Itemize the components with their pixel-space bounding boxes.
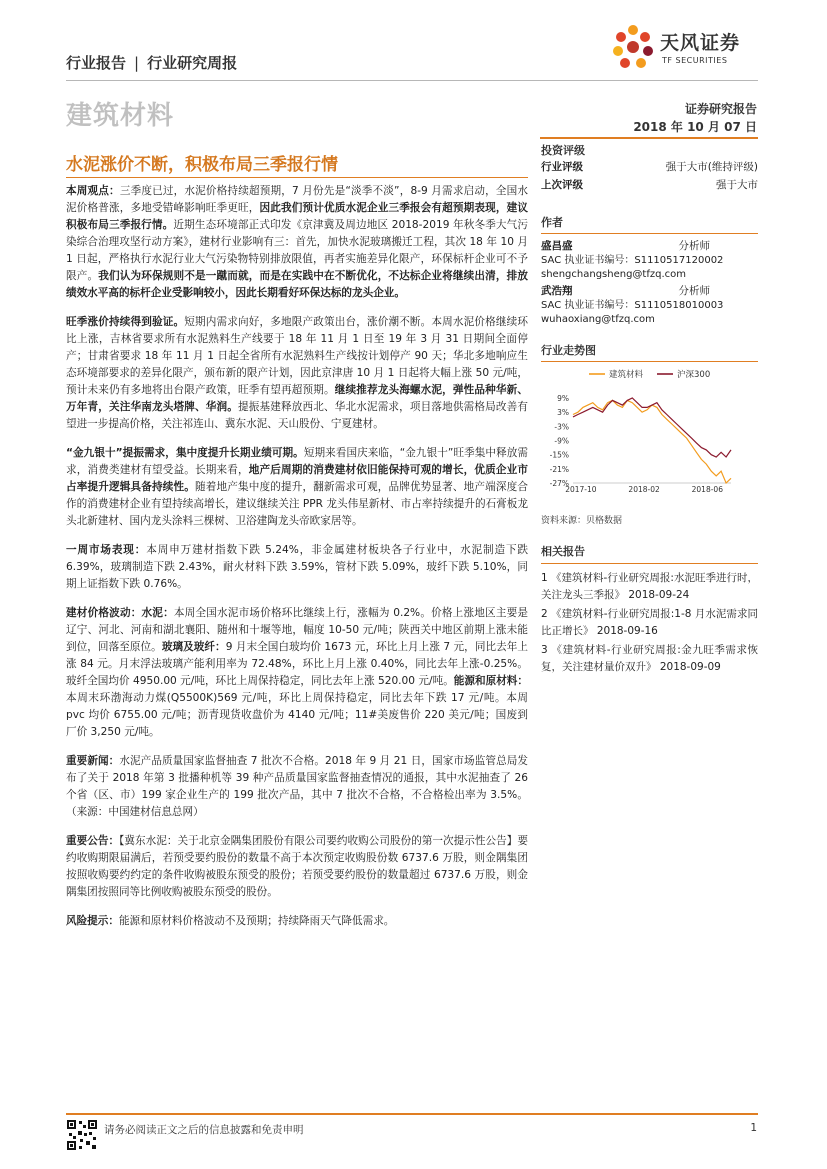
text: 9 月末全国白玻均价 1673 元，环比上月上涨 7 元，同比去年上涨 84 元。月末浮法玻璃产能利用率为 72.48%，环比上月上涨 0.40%，同比去年上涨-0.25%。玻纤全国均价 4950.00 元/吨，环比上周保持稳定，同比去年上涨 520.00 元/吨。 — [66, 641, 529, 687]
related-report-link[interactable]: 3 《建筑材料-行业研究周报:金九旺季需求恢复，关注建材量价双升》 2018-09-09 — [541, 644, 758, 673]
chart-legend — [589, 369, 710, 380]
text: 本周全国水泥市场价格环比继续上行，涨幅为 0.2%。价格上涨地区主要是辽宁、河北、河南和湖北襄阳、随州和十堰等地，幅度 10-50 元/吨；陕西关中地区前期上涨未能到位，回落至原位。 — [66, 607, 529, 653]
text: 本周末环渤海动力煤(Q5500K)569 元/吨，环比上周保持稳定，同比去年下跌 17 元/吨。本周 pvc 均价 6755.00 元/吨；沥青现货收盘价为 4140 元/吨；11#美废售价 220 美元/吨；国废到厂价 3,250 元/吨。 — [66, 692, 528, 738]
paragraph-market — [66, 542, 528, 593]
y-tick-label: -3% — [554, 422, 569, 432]
paragraph-price-rise — [66, 314, 528, 433]
prev-rating-row — [541, 176, 758, 194]
paragraph-demand — [66, 445, 528, 530]
chart-lines — [573, 398, 731, 483]
text: 水泥产品质量国家监督抽查 7 批次不合格。2018 年 9 月 21 日，国家市场监管总局发布了关于 2018 年第 3 批播种机等 39 种产品质量国家监督抽查情况的通报，其中水泥抽查了 26 个省（区、市）199 家企业生产的 199 批次产品，其中 7 批次不合格，不合格检出率为 3.5%。（来源：中国建材信息总网） — [66, 755, 528, 818]
author-name: 盛昌盛 — [541, 240, 573, 252]
label: 重要公告： — [66, 835, 120, 847]
author-entry — [541, 284, 758, 327]
rating-section-title: 投资评级 — [541, 144, 585, 157]
related-section-title: 相关报告 — [541, 545, 585, 558]
text: 近期生态环境部正式印发《京津冀及周边地区 2018-2019 年秋冬季大气污染综合治理攻坚行动方案》，建材行业影响有三：首先，加快水泥玻璃搬迁工程，其次 18 年 10 月 1 日起，严格执行水泥行业大气污染物特别排放限值，再者实施差异化限产，环保标杆企业可不予限产。 — [66, 219, 529, 282]
logo-en-name: TF SECURITIES — [662, 56, 728, 65]
author-entry — [541, 239, 758, 282]
label: 本周观点： — [66, 185, 120, 197]
flower-logo-icon — [610, 22, 656, 74]
paragraph-prices — [66, 605, 528, 741]
industry-rating-row — [541, 158, 758, 176]
authors-panel — [541, 214, 758, 327]
section-divider — [541, 233, 758, 234]
prev-rating-value: 强于大市 — [716, 179, 758, 191]
text: 能源和原材料价格波动不及预期；持续降雨天气降低需求。 — [118, 915, 395, 927]
bold-text: 因此我们预计优质水泥企业三季报会有超预期表现，建议积极布局三季报行情。 — [66, 202, 529, 231]
paragraph-announcement — [66, 833, 528, 901]
authors-section-title: 作者 — [541, 216, 563, 229]
label: 玻璃及玻纤： — [161, 641, 226, 653]
label: 风险提示： — [66, 915, 119, 927]
bold-text: 继续推荐龙头海螺水泥，弹性品种华新、万年青，关注华南龙头塔牌、华润。 — [66, 384, 529, 413]
label: 建材价格波动：水泥： — [66, 607, 174, 619]
legend-label: 建筑材料 — [609, 370, 644, 380]
related-report-link[interactable]: 2 《建筑材料-行业研究周报:1-8 月水泥需求同比正增长》 2018-09-16 — [541, 608, 758, 637]
chart-section — [541, 342, 758, 362]
text: 本周申万建材指数下跌 5.24%，非金属建材板块各子行业中，水泥制造下跌 6.39%，玻璃制造下跌 2.43%，耐火材料下跌 3.59%，管材下跌 5.09%，玻纤下跌 5.10%，同期上证指数下跌 0.76%。 — [66, 544, 529, 590]
label: 旺季涨价持续得到验证。 — [66, 316, 185, 328]
industry-rating-value: 强于大市(维持评级) — [665, 161, 758, 173]
paragraph-risk — [66, 913, 528, 930]
author-email[interactable]: shengchangsheng@tfzq.com — [541, 269, 686, 280]
section-divider — [541, 563, 758, 564]
header-divider — [66, 80, 758, 81]
chart-x-axis — [565, 485, 723, 494]
main-title: 水泥涨价不断，积极布局三季报行情 — [66, 155, 338, 175]
report-type: 证券研究报告 — [684, 102, 757, 116]
chart-section-title: 行业走势图 — [541, 344, 596, 357]
author-email[interactable]: wuhaoxiang@tfzq.com — [541, 314, 655, 325]
text: 随着地产集中度的提升，翻新需求可观，品牌优势显著、地产端深度合作的消费建材企业有望持续高增长，建议继续关注 PPR 龙头伟星新材、市占率持续提升的石膏板龙头北新建材、国内龙头涂料三棵树、卫浴建陶龙头帝欧家居等。 — [66, 481, 529, 527]
crumb-report-type: 行业报告 — [66, 54, 127, 72]
legend-label: 沪深300 — [677, 370, 711, 380]
paragraph-outlook — [66, 183, 528, 302]
prev-rating-label: 上次评级 — [541, 179, 583, 191]
right-accent-line — [540, 137, 758, 139]
text: 【冀东水泥：关于北京金隅集团股份有限公司要约收购公司股份的第一次提示性公告】要约收购期限届满后，若预受要约股份的数量不高于本次预定收购股份数 6737.6 万股，则金隅集团按照收购要约约定的条件收购被股东预受的股份；若预受要约股份的数量超过 6737.6 万股，则金隅集团按照同等比例收购被股东预受的股份。 — [66, 835, 528, 898]
trend-chart — [541, 365, 758, 495]
bold-text: 我们认为环保规则不是一蹴而就，而是在实践中在不断优化，不达标企业将继续出清，排放绩效水平高的标杆企业受影响较小，因此长期看好环保达标的龙头企业。 — [66, 270, 529, 299]
paragraph-news — [66, 753, 528, 821]
x-tick-label: 2018-06 — [691, 485, 723, 494]
label: 一周市场表现： — [66, 544, 147, 556]
breadcrumb — [66, 52, 237, 73]
qr-code-icon — [66, 1119, 98, 1151]
text: 短期内需求向好，多地限产政策出台，涨价潮不断。本周水泥价格继续环比上涨，吉林省要求所有水泥熟料生产线要于 18 年 11 月 1 日至 19 年 3 月 31 日期间全面停产；甘肃省要求 18 年 11 月 1 日起全省所有水泥熟料生产线按计划停产 90 天；华北多地响应生态环境部要求的差异化限产，颁布新的限产计划，因此京津唐 10 月 1 日起将大幅上涨 50 元/吨，预计未来仍有多地将出台限产政策，旺季有望再超预期。 — [66, 316, 529, 396]
author-role: 分析师 — [678, 240, 710, 252]
title-underline — [66, 177, 528, 178]
label: 能源和原材料： — [453, 675, 529, 687]
text: 提振基建释放西北、华北水泥需求，项目落地供需格局改善有望进一步提高价格，关注祁连山、冀东水泥、天山股份、宁夏建材。 — [66, 401, 529, 430]
y-tick-label: 9% — [557, 394, 569, 403]
x-tick-label: 2017-10 — [565, 485, 597, 494]
disclaimer-link[interactable]: 请务必阅读正文之后的信息披露和免责申明 — [104, 1124, 304, 1136]
author-role: 分析师 — [678, 285, 710, 297]
page-number: 1 — [750, 1122, 757, 1134]
y-tick-label: 3% — [557, 408, 569, 418]
y-tick-label: -15% — [549, 450, 569, 460]
label: “金九银十”提振需求，集中度提升长期业绩可期。 — [66, 447, 304, 459]
company-logo — [610, 22, 760, 74]
related-report-link[interactable]: 1 《建筑材料-行业研究周报:水泥旺季进行时，关注龙头三季报》 2018-09-24 — [541, 572, 758, 601]
y-tick-label: -27% — [549, 479, 569, 488]
label: 重要新闻： — [66, 755, 120, 767]
author-sac: SAC 执业证书编号：S1110518010003 — [541, 300, 724, 311]
logo-cn-name: 天风证券 — [660, 32, 741, 54]
footer-divider — [66, 1113, 758, 1115]
crumb-separator: | — [134, 54, 140, 72]
report-date: 2018 年 10 月 07 日 — [633, 120, 757, 134]
related-reports — [541, 543, 758, 678]
series-line-building-materials — [573, 400, 731, 483]
author-sac: SAC 执业证书编号：S1110517120002 — [541, 255, 724, 266]
text: 短期来看国庆来临，“金九银十”旺季集中释放需求，消费类建材有望受益。长期来看， — [66, 447, 528, 476]
bold-text: 地产后周期的消费建材依旧能保持可观的增长，优质企业市占率提升逻辑具备持续性。 — [66, 464, 529, 493]
industry-rating-label: 行业评级 — [541, 161, 583, 173]
y-tick-label: -9% — [554, 436, 569, 446]
industry-title: 建筑材料 — [66, 101, 175, 131]
x-tick-label: 2018-02 — [628, 485, 660, 494]
crumb-sub-type: 行业研究周报 — [147, 54, 238, 72]
text: 三季度已过，水泥价格持续超预期，7 月份先是“淡季不淡”，8-9 月需求启动，全国水泥价格普涨，多地受错峰影响旺季更旺， — [66, 185, 528, 214]
chart-y-axis — [550, 394, 731, 488]
rating-panel — [541, 142, 758, 194]
chart-source: 资料来源：贝格数据 — [541, 516, 623, 526]
report-body — [66, 183, 528, 942]
author-name: 武浩翔 — [541, 285, 573, 297]
section-divider — [541, 361, 758, 362]
y-tick-label: -21% — [549, 464, 569, 474]
trend-chart-svg — [541, 365, 758, 495]
